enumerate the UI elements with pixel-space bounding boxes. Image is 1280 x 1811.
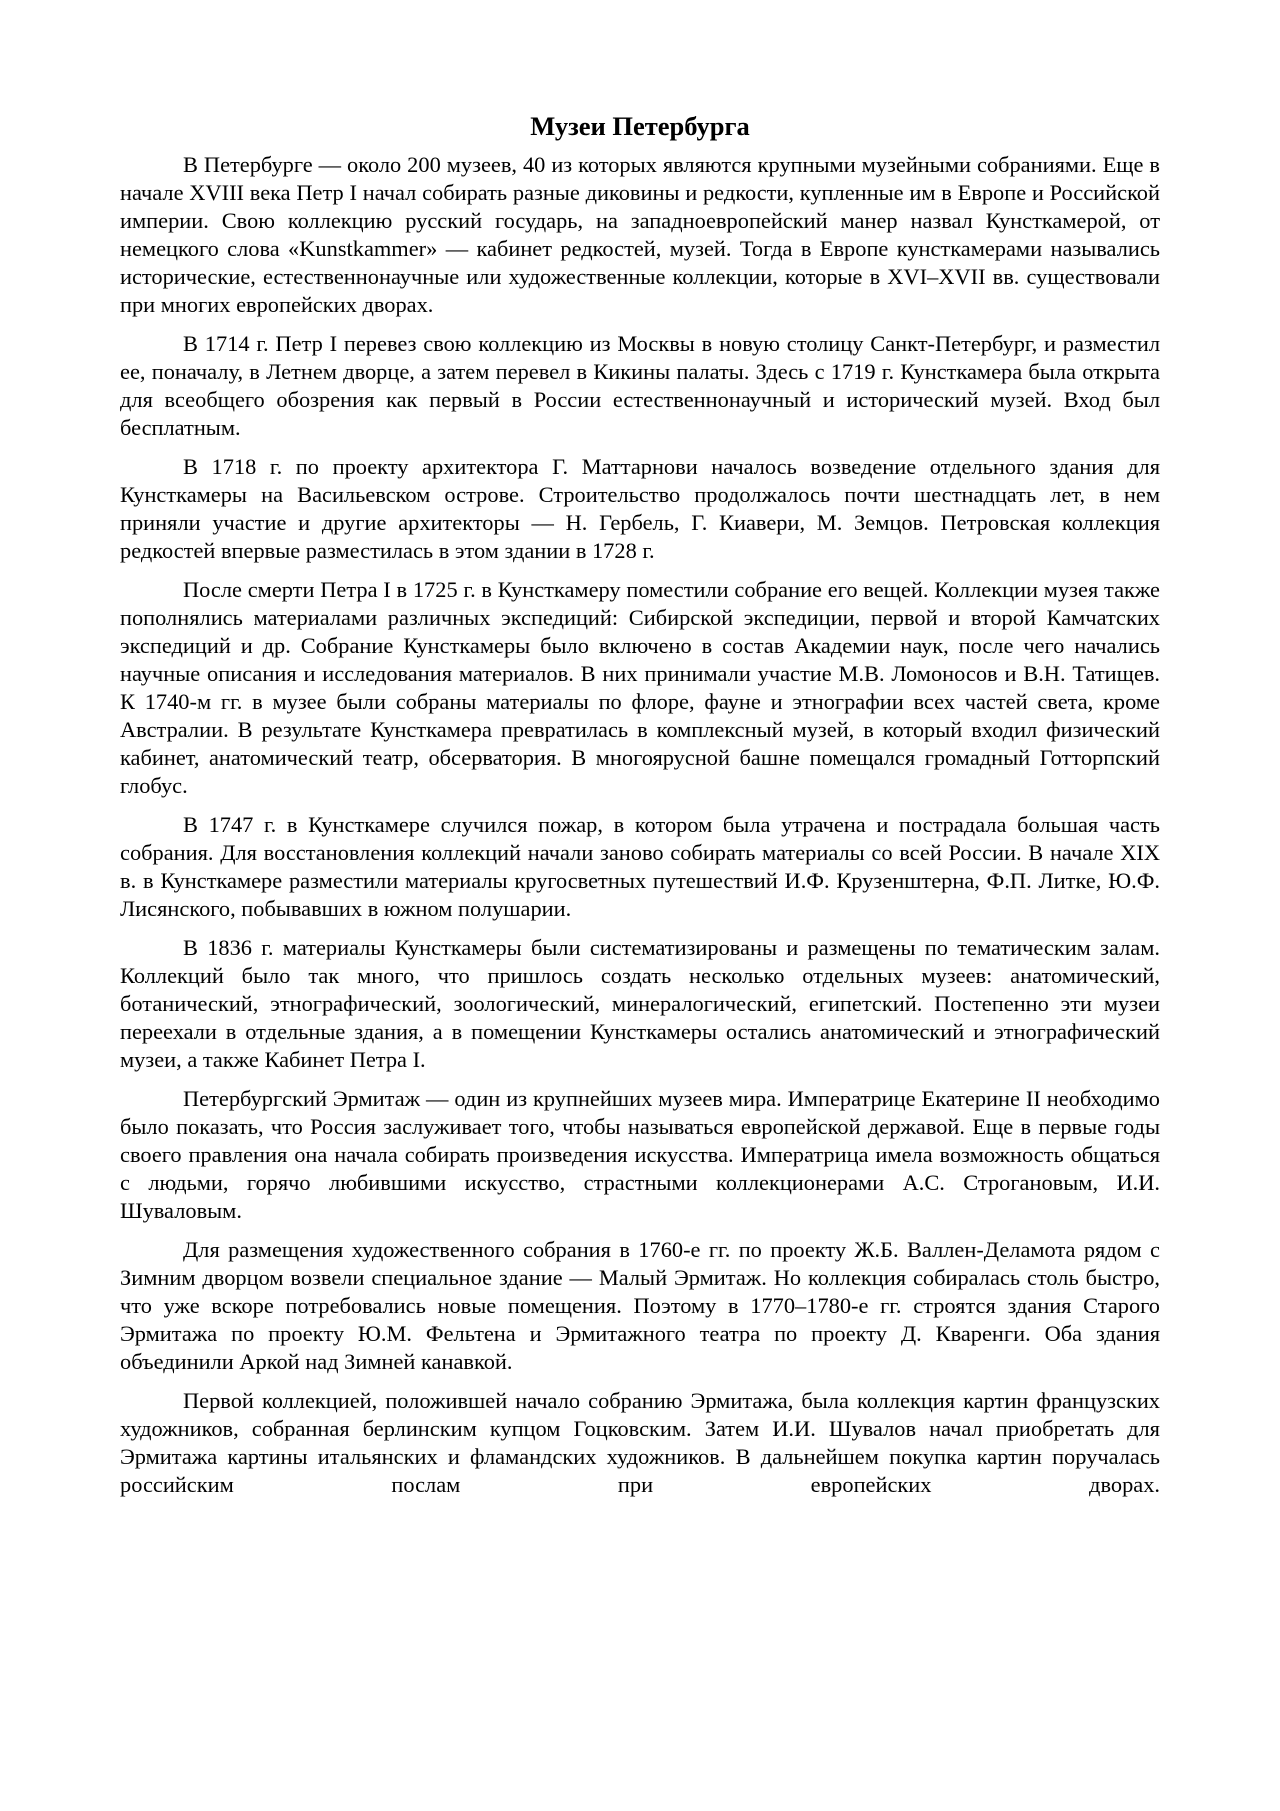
paragraph: В 1836 г. материалы Кунсткамеры были систематизированы и размещены по тематическим залам. Коллекций было так много, что пришлось создать несколько отдельных музеев: анатомический, ботанический, этнографический, зоологический, минералогический, египетский. Постепенно эти музеи переехали в отдельные здания, а в помещении Кунсткамеры остались анатомический и этнографический музеи, а также Кабинет Петра I. bbox=[120, 935, 1160, 1072]
paragraph: В 1714 г. Петр I перевез свою коллекцию из Москвы в новую столицу Санкт-Петербург, и разместил ее, поначалу, в Летнем дворце, а затем перевел в Кикины палаты. Здесь с 1719 г. Кунсткамера была открыта для всеобщего обозрения как первый в России естественнонаучный и исторический музей. Вход был бесплатным. bbox=[120, 331, 1160, 440]
page-title: Музеи Петербурга bbox=[530, 111, 750, 141]
document-page bbox=[120, 110, 1160, 1510]
paragraph: В Петербурге — около 200 музеев, 40 из которых являются крупными музейными собраниями. Еще в начале XVIII века Петр I начал собирать разные диковины и редкости, купленные им в Европе и Российской империи. Свою коллекцию русский государь, на западноевропейский манер назвал Кунсткамерой, от немецкого слова «Kunstkammer» — кабинет редкостей, музей. Тогда в Европе кунсткамерами назывались исторические, естественнонаучные или художественные коллекции, которые в XVI–XVII вв. существовали при многих европейских дворах. bbox=[120, 152, 1160, 317]
paragraph: Для размещения художественного собрания в 1760-е гг. по проекту Ж.Б. Валлен-Деламота рядом с Зимним дворцом возвели специальное здание — Малый Эрмитаж. Но коллекция собиралась столь быстро, что уже вскоре потребовались новые помещения. Поэтому в 1770–1780-е гг. строятся здания Старого Эрмитажа по проекту Ю.М. Фельтена и Эрмитажного театра по проекту Д. Кваренги. Оба здания объединили Аркой над Зимней канавкой. bbox=[120, 1237, 1160, 1374]
paragraph: Петербургский Эрмитаж — один из крупнейших музеев мира. Императрице Екатерине II необходимо было показать, что Россия заслуживает того, чтобы называться европейской державой. Еще в первые годы своего правления она начала собирать произведения искусства. Императрица имела возможность общаться с людьми, горячо любившими искусство, страстными коллекционерами А.С. Строгановым, И.И. Шуваловым. bbox=[120, 1086, 1160, 1223]
paragraph: В 1718 г. по проекту архитектора Г. Маттарнови началось возведение отдельного здания для Кунсткамеры на Васильевском острове. Строительство продолжалось почти шестнадцать лет, в нем приняли участие и другие архитекторы — Н. Гербель, Г. Киавери, М. Земцов. Петровская коллекция редкостей впервые разместилась в этом здании в 1728 г. bbox=[120, 454, 1160, 563]
paragraph: После смерти Петра I в 1725 г. в Кунсткамеру поместили собрание его вещей. Коллекции музея также пополнялись материалами различных экспедиций: Сибирской экспедиции, первой и второй Камчатских экспедиций и др. Собрание Кунсткамеры было включено в состав Академии наук, после чего начались научные описания и исследования материалов. В них принимали участие М.В. Ломоносов и В.Н. Татищев. К 1740-м гг. в музее были собраны материалы по флоре, фауне и этнографии всех частей света, кроме Австралии. В результате Кунсткамера превратилась в комплексный музей, в который входил физический кабинет, анатомический театр, обсерватория. В многоярусной башне помещался громадный Готторпский глобус. bbox=[120, 577, 1160, 798]
paragraph: В 1747 г. в Кунсткамере случился пожар, в котором была утрачена и пострадала большая часть собрания. Для восстановления коллекций начали заново собирать материалы со всей России. В начале XIX в. в Кунсткамере разместили материалы кругосветных путешествий И.Ф. Крузенштерна, Ф.П. Литке, Ю.Ф. Лисянского, побывавших в южном полушарии. bbox=[120, 812, 1160, 921]
paragraph: Первой коллекцией, положившей начало собранию Эрмитажа, была коллекция картин французских художников, собранная берлинским купцом Гоцковским. Затем И.И. Шувалов начал приобретать для Эрмитажа картины итальянских и фламандских художников. В дальнейшем покупка картин поручалась российским послам при европейских дворах. bbox=[120, 1388, 1160, 1497]
